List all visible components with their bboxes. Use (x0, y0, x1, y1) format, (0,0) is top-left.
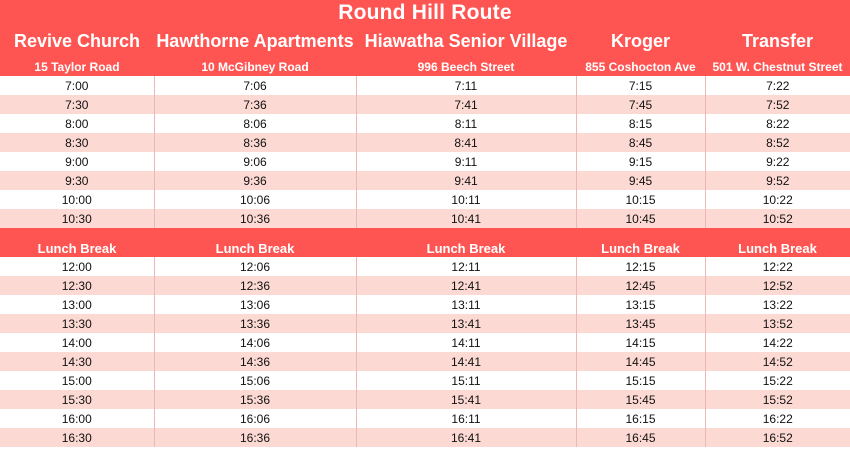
time-cell: 12:41 (356, 276, 576, 295)
time-cell: 14:52 (705, 352, 850, 371)
time-cell: 14:36 (154, 352, 356, 371)
table-row (0, 276, 850, 295)
table-row (0, 133, 850, 152)
lunch-break-label: Lunch Break (705, 233, 850, 257)
time-cell: 16:41 (356, 428, 576, 447)
time-cell: 13:36 (154, 314, 356, 333)
time-cell: 8:45 (576, 133, 705, 152)
time-cell: 10:41 (356, 209, 576, 228)
time-cell: 10:30 (0, 209, 154, 228)
time-cell: 15:52 (705, 390, 850, 409)
table-row (0, 352, 850, 371)
time-cell: 12:22 (705, 257, 850, 276)
time-cell: 15:36 (154, 390, 356, 409)
time-cell: 8:22 (705, 114, 850, 133)
time-cell: 10:15 (576, 190, 705, 209)
stop-name: Hawthorne Apartments (154, 25, 356, 58)
time-cell: 8:15 (576, 114, 705, 133)
time-cell: 9:36 (154, 171, 356, 190)
time-cell: 7:52 (705, 95, 850, 114)
time-cell: 7:11 (356, 76, 576, 95)
time-cell: 12:11 (356, 257, 576, 276)
stop-address: 996 Beech Street (356, 58, 576, 76)
time-cell: 9:15 (576, 152, 705, 171)
stop-names-row (0, 25, 850, 58)
time-cell: 7:06 (154, 76, 356, 95)
time-cell: 9:06 (154, 152, 356, 171)
time-cell: 13:00 (0, 295, 154, 314)
stop-name: Revive Church (0, 25, 154, 58)
time-cell: 9:30 (0, 171, 154, 190)
stop-address: 10 McGibney Road (154, 58, 356, 76)
time-cell: 12:15 (576, 257, 705, 276)
table-row (0, 76, 850, 95)
stop-address: 15 Taylor Road (0, 58, 154, 76)
stop-name: Transfer (705, 25, 850, 58)
table-row (0, 190, 850, 209)
time-cell: 13:11 (356, 295, 576, 314)
time-cell: 10:45 (576, 209, 705, 228)
time-cell: 8:00 (0, 114, 154, 133)
time-cell: 12:36 (154, 276, 356, 295)
time-cell: 9:11 (356, 152, 576, 171)
lunch-break-label: Lunch Break (0, 233, 154, 257)
table-row (0, 95, 850, 114)
time-cell: 16:00 (0, 409, 154, 428)
time-cell: 10:52 (705, 209, 850, 228)
time-cell: 8:11 (356, 114, 576, 133)
time-cell: 7:45 (576, 95, 705, 114)
time-cell: 12:52 (705, 276, 850, 295)
time-cell: 15:11 (356, 371, 576, 390)
time-cell: 16:06 (154, 409, 356, 428)
time-cell: 7:41 (356, 95, 576, 114)
time-cell: 15:22 (705, 371, 850, 390)
time-cell: 14:30 (0, 352, 154, 371)
time-cell: 16:30 (0, 428, 154, 447)
time-cell: 13:52 (705, 314, 850, 333)
time-cell: 13:41 (356, 314, 576, 333)
table-row (0, 209, 850, 228)
time-cell: 16:22 (705, 409, 850, 428)
time-cell: 7:15 (576, 76, 705, 95)
time-cell: 14:15 (576, 333, 705, 352)
time-cell: 12:45 (576, 276, 705, 295)
title-row (0, 0, 850, 25)
time-cell: 7:22 (705, 76, 850, 95)
time-cell: 12:00 (0, 257, 154, 276)
time-cell: 8:30 (0, 133, 154, 152)
table-row (0, 371, 850, 390)
stop-addresses-row (0, 58, 850, 76)
time-cell: 15:30 (0, 390, 154, 409)
time-cell: 16:11 (356, 409, 576, 428)
time-cell: 13:22 (705, 295, 850, 314)
stop-address: 501 W. Chestnut Street (705, 58, 850, 76)
time-cell: 14:06 (154, 333, 356, 352)
time-cell: 14:45 (576, 352, 705, 371)
time-cell: 9:00 (0, 152, 154, 171)
time-cell: 8:52 (705, 133, 850, 152)
table-row (0, 295, 850, 314)
lunch-break-label: Lunch Break (154, 233, 356, 257)
time-cell: 15:45 (576, 390, 705, 409)
time-cell: 13:15 (576, 295, 705, 314)
time-cell: 9:52 (705, 171, 850, 190)
table-row (0, 171, 850, 190)
time-cell: 14:00 (0, 333, 154, 352)
time-cell: 10:06 (154, 190, 356, 209)
time-cell: 8:41 (356, 133, 576, 152)
lunch-break-label: Lunch Break (576, 233, 705, 257)
time-cell: 12:30 (0, 276, 154, 295)
table-row (0, 257, 850, 276)
time-cell: 15:41 (356, 390, 576, 409)
time-cell: 10:00 (0, 190, 154, 209)
table-row (0, 428, 850, 447)
time-cell: 7:30 (0, 95, 154, 114)
time-cell: 12:06 (154, 257, 356, 276)
time-cell: 14:11 (356, 333, 576, 352)
time-cell: 9:45 (576, 171, 705, 190)
stop-address: 855 Coshocton Ave (576, 58, 705, 76)
time-cell: 13:45 (576, 314, 705, 333)
time-cell: 8:36 (154, 133, 356, 152)
table-row (0, 390, 850, 409)
time-cell: 16:52 (705, 428, 850, 447)
time-cell: 7:00 (0, 76, 154, 95)
time-cell: 7:36 (154, 95, 356, 114)
time-cell: 14:41 (356, 352, 576, 371)
time-cell: 8:06 (154, 114, 356, 133)
time-cell: 15:00 (0, 371, 154, 390)
time-cell: 13:30 (0, 314, 154, 333)
table-row (0, 314, 850, 333)
time-cell: 16:15 (576, 409, 705, 428)
route-title: Round Hill Route (0, 0, 850, 25)
lunch-break-row (0, 233, 850, 257)
time-cell: 10:11 (356, 190, 576, 209)
time-cell: 13:06 (154, 295, 356, 314)
time-cell: 9:22 (705, 152, 850, 171)
lunch-break-label: Lunch Break (356, 233, 576, 257)
table-row (0, 333, 850, 352)
time-cell: 10:36 (154, 209, 356, 228)
table-row (0, 409, 850, 428)
stop-name: Kroger (576, 25, 705, 58)
time-cell: 16:36 (154, 428, 356, 447)
table-row (0, 152, 850, 171)
time-cell: 16:45 (576, 428, 705, 447)
table-row (0, 114, 850, 133)
time-cell: 10:22 (705, 190, 850, 209)
time-cell: 14:22 (705, 333, 850, 352)
time-cell: 15:15 (576, 371, 705, 390)
stop-name: Hiawatha Senior Village (356, 25, 576, 58)
time-cell: 9:41 (356, 171, 576, 190)
time-cell: 15:06 (154, 371, 356, 390)
